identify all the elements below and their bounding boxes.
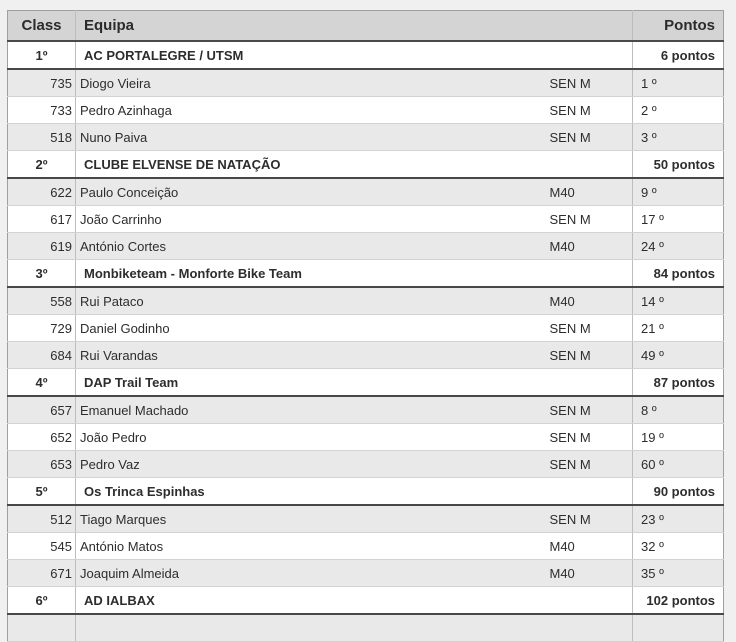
team-rank: 5º (8, 478, 76, 506)
header-row (8, 11, 724, 42)
member-category: M40 (548, 533, 633, 560)
team-points: 87 pontos (633, 369, 724, 397)
member-position: 8 º (633, 396, 724, 424)
team-points: 90 pontos (633, 478, 724, 506)
member-row (8, 69, 724, 97)
member-position: 49 º (633, 342, 724, 369)
member-row (8, 315, 724, 342)
member-category: M40 (548, 233, 633, 260)
member-name: Pedro Vaz (76, 451, 548, 478)
member-position: 60 º (633, 451, 724, 478)
member-number (8, 614, 76, 642)
member-number: 657 (8, 396, 76, 424)
member-row-cutoff (8, 614, 724, 642)
team-points: 84 pontos (633, 260, 724, 288)
member-number: 518 (8, 124, 76, 151)
member-position: 3 º (633, 124, 724, 151)
member-category: SEN M (548, 124, 633, 151)
team-points: 102 pontos (633, 587, 724, 615)
member-position: 23 º (633, 505, 724, 533)
member-number: 684 (8, 342, 76, 369)
member-row (8, 451, 724, 478)
member-row (8, 178, 724, 206)
team-name: AD IALBAX (76, 587, 633, 615)
team-row (8, 41, 724, 69)
member-category: SEN M (548, 396, 633, 424)
column-header-class: Class (8, 11, 76, 42)
member-category: M40 (548, 287, 633, 315)
member-category: SEN M (548, 342, 633, 369)
member-name: Pedro Azinhaga (76, 97, 548, 124)
member-category: SEN M (548, 315, 633, 342)
member-number: 652 (8, 424, 76, 451)
member-row (8, 287, 724, 315)
member-row (8, 206, 724, 233)
member-position (633, 614, 724, 642)
member-name: João Carrinho (76, 206, 548, 233)
team-rank: 3º (8, 260, 76, 288)
team-row (8, 587, 724, 615)
member-position: 9 º (633, 178, 724, 206)
member-category: SEN M (548, 97, 633, 124)
member-name: Paulo Conceição (76, 178, 548, 206)
member-number: 733 (8, 97, 76, 124)
member-category (548, 614, 633, 642)
member-name: Rui Pataco (76, 287, 548, 315)
column-header-team: Equipa (76, 11, 633, 42)
team-row (8, 369, 724, 397)
member-row (8, 124, 724, 151)
member-number: 653 (8, 451, 76, 478)
member-position: 2 º (633, 97, 724, 124)
member-number: 512 (8, 505, 76, 533)
team-rank: 1º (8, 41, 76, 69)
member-row (8, 533, 724, 560)
team-points: 50 pontos (633, 151, 724, 179)
member-position: 14 º (633, 287, 724, 315)
member-name: Daniel Godinho (76, 315, 548, 342)
member-position: 17 º (633, 206, 724, 233)
member-number: 735 (8, 69, 76, 97)
member-number: 545 (8, 533, 76, 560)
member-number: 617 (8, 206, 76, 233)
member-name: Emanuel Machado (76, 396, 548, 424)
member-category: SEN M (548, 451, 633, 478)
member-category: SEN M (548, 505, 633, 533)
member-row (8, 396, 724, 424)
member-category: SEN M (548, 206, 633, 233)
member-category: M40 (548, 560, 633, 587)
member-position: 32 º (633, 533, 724, 560)
team-name: CLUBE ELVENSE DE NATAÇÃO (76, 151, 633, 179)
team-row (8, 151, 724, 179)
team-name: Monbiketeam - Monforte Bike Team (76, 260, 633, 288)
member-row (8, 342, 724, 369)
member-row (8, 424, 724, 451)
team-row (8, 260, 724, 288)
member-number: 671 (8, 560, 76, 587)
team-name: AC PORTALEGRE / UTSM (76, 41, 633, 69)
team-classification-table (7, 10, 724, 642)
member-position: 24 º (633, 233, 724, 260)
member-name: António Cortes (76, 233, 548, 260)
member-row (8, 505, 724, 533)
member-category: SEN M (548, 69, 633, 97)
member-position: 21 º (633, 315, 724, 342)
member-number: 619 (8, 233, 76, 260)
team-rank: 6º (8, 587, 76, 615)
team-rank: 4º (8, 369, 76, 397)
team-rank: 2º (8, 151, 76, 179)
member-name (76, 614, 548, 642)
member-position: 1 º (633, 69, 724, 97)
member-name: João Pedro (76, 424, 548, 451)
member-position: 19 º (633, 424, 724, 451)
member-name: Diogo Vieira (76, 69, 548, 97)
member-name: Rui Varandas (76, 342, 548, 369)
member-row (8, 233, 724, 260)
member-number: 622 (8, 178, 76, 206)
member-row (8, 560, 724, 587)
member-category: SEN M (548, 424, 633, 451)
member-name: António Matos (76, 533, 548, 560)
results-table-body (8, 41, 724, 642)
member-position: 35 º (633, 560, 724, 587)
member-name: Tiago Marques (76, 505, 548, 533)
member-name: Joaquim Almeida (76, 560, 548, 587)
member-row (8, 97, 724, 124)
table-header (8, 11, 724, 42)
member-category: M40 (548, 178, 633, 206)
column-header-points: Pontos (633, 11, 724, 42)
member-name: Nuno Paiva (76, 124, 548, 151)
team-points: 6 pontos (633, 41, 724, 69)
team-row (8, 478, 724, 506)
team-name: Os Trinca Espinhas (76, 478, 633, 506)
team-name: DAP Trail Team (76, 369, 633, 397)
member-number: 558 (8, 287, 76, 315)
member-number: 729 (8, 315, 76, 342)
